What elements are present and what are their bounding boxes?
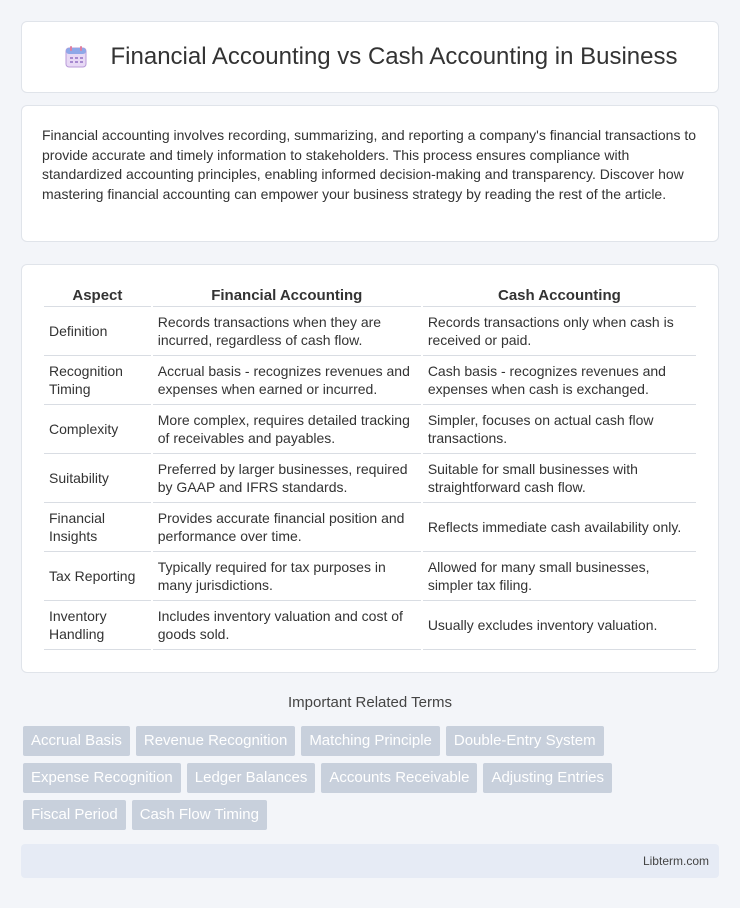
row-financial: Provides accurate financial position and performance over time. <box>153 503 421 552</box>
row-aspect: Complexity <box>44 405 151 454</box>
header-aspect: Aspect <box>44 285 151 307</box>
tag-row <box>23 800 723 830</box>
row-aspect: Suitability <box>44 454 151 503</box>
table-row <box>44 405 696 454</box>
header-card <box>21 21 719 93</box>
row-cash: Suitable for small businesses with straightforward cash flow. <box>423 454 696 503</box>
row-cash: Simpler, focuses on actual cash flow transactions. <box>423 405 696 454</box>
comparison-table <box>42 285 698 650</box>
row-aspect: Inventory Handling <box>44 601 151 650</box>
calendar-icon <box>63 44 89 70</box>
tag-expense-recognition[interactable]: Expense Recognition <box>23 763 181 793</box>
table-row <box>44 552 696 601</box>
related-terms-title: Important Related Terms <box>288 694 452 711</box>
tag-revenue-recognition[interactable]: Revenue Recognition <box>136 726 295 756</box>
row-financial: Typically required for tax purposes in many jurisdictions. <box>153 552 421 601</box>
page-title: Financial Accounting vs Cash Accounting in Business <box>110 43 678 70</box>
header-financial-accounting: Financial Accounting <box>153 285 421 307</box>
row-financial: Includes inventory valuation and cost of goods sold. <box>153 601 421 650</box>
header-cash-accounting: Cash Accounting <box>423 285 696 307</box>
table-row <box>44 503 696 552</box>
table-row <box>44 601 696 650</box>
row-financial: More complex, requires detailed tracking of receivables and payables. <box>153 405 421 454</box>
tag-adjusting-entries[interactable]: Adjusting Entries <box>483 763 612 793</box>
row-aspect: Financial Insights <box>44 503 151 552</box>
tag-cash-flow-timing[interactable]: Cash Flow Timing <box>132 800 267 830</box>
tag-accrual-basis[interactable]: Accrual Basis <box>23 726 130 756</box>
row-cash: Usually excludes inventory valuation. <box>423 601 696 650</box>
tag-accounts-receivable[interactable]: Accounts Receivable <box>321 763 477 793</box>
table-row <box>44 454 696 503</box>
table-row <box>44 307 696 356</box>
tag-ledger-balances[interactable]: Ledger Balances <box>187 763 316 793</box>
row-cash: Cash basis - recognizes revenues and expenses when cash is exchanged. <box>423 356 696 405</box>
tag-row <box>23 763 723 793</box>
footer <box>21 844 719 878</box>
table-header-row <box>44 285 696 307</box>
row-aspect: Recognition Timing <box>44 356 151 405</box>
tag-matching-principle[interactable]: Matching Principle <box>301 726 440 756</box>
row-cash: Records transactions only when cash is received or paid. <box>423 307 696 356</box>
row-cash: Reflects immediate cash availability only. <box>423 503 696 552</box>
table-row <box>44 356 696 405</box>
tag-double-entry-system[interactable]: Double-Entry System <box>446 726 604 756</box>
intro-paragraph: Financial accounting involves recording, summarizing, and reporting a company's financial transactions to provide accurate and timely information to stakeholders. This process ensures compliance with standardized accounting principles, enabling informed decision-making and transparency. Discover how mastering financial accounting can empower your business strategy by reading the rest of the article. <box>42 127 697 202</box>
footer-site-link[interactable]: Libterm.com <box>642 854 709 868</box>
row-aspect: Tax Reporting <box>44 552 151 601</box>
tag-row <box>23 726 723 756</box>
row-cash: Allowed for many small businesses, simpler tax filing. <box>423 552 696 601</box>
row-aspect: Definition <box>44 307 151 356</box>
related-terms-tags <box>23 726 723 837</box>
row-financial: Preferred by larger businesses, required by GAAP and IFRS standards. <box>153 454 421 503</box>
intro-card <box>21 105 719 242</box>
comparison-table-card <box>21 264 719 673</box>
row-financial: Records transactions when they are incurred, regardless of cash flow. <box>153 307 421 356</box>
row-financial: Accrual basis - recognizes revenues and expenses when earned or incurred. <box>153 356 421 405</box>
tag-fiscal-period[interactable]: Fiscal Period <box>23 800 126 830</box>
